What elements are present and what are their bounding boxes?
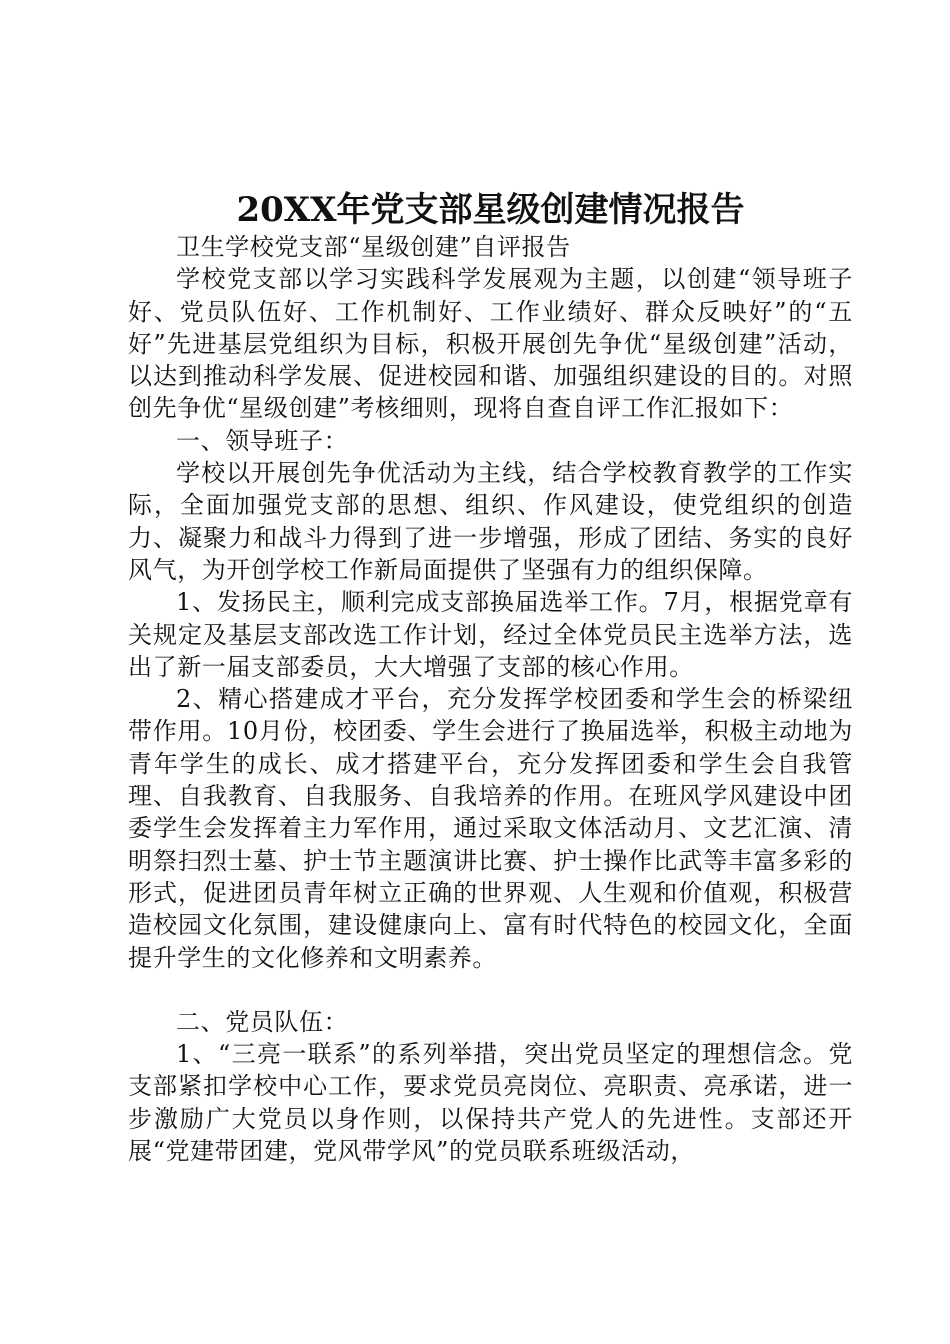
leadership-item-2: 2、精心搭建成才平台，充分发挥学校团委和学生会的桥梁纽带作用。10月份，校团委、学生会进行了换届选举，积极主动地为青年学生的成长、成才搭建平台，充分发挥团委和学生会自我管理、自我教育、自我服务、自我培养的作用。在班风学风建设中团委学生会发挥着主力军作用，通过采取文体活动月、文艺汇演、清明祭扫烈士墓、护士节主题演讲比赛、护士操作比武等丰富多彩的形式，促进团员青年树立正确的世界观、人生观和价值观，积极营造校园文化氛围，建设健康向上、富有时代特色的校园文化，全面提升学生的文化修养和文明素养。 <box>128 685 853 972</box>
section-heading-leadership: 一、领导班子： <box>176 426 349 455</box>
document-title: 20XX年党支部星级创建情况报告 <box>236 190 745 230</box>
leadership-paragraph: 学校以开展创先争优活动为主线，结合学校教育教学的工作实际，全面加强党支部的思想、组织、作风建设，使党组织的创造力、凝聚力和战斗力得到了进一步增强，形成了团结、务实的良好风气，为开创学校工作新局面提供了坚强有力的组织保障。 <box>128 459 853 584</box>
document-body <box>128 231 853 1167</box>
document-page <box>128 0 853 1344</box>
members-item-1: 1、“三亮一联系”的系列举措，突出党员坚定的理想信念。党支部紧扣学校中心工作，要求党员亮岗位、亮职责、亮承诺，进一步激励广大党员以身作则，以保持共产党人的先进性。支部还开展“党建带团建，党风带学风”的党员联系班级活动， <box>128 1040 853 1166</box>
report-subtitle: 卫生学校党支部“星级创建”自评报告 <box>176 233 571 261</box>
intro-paragraph: 学校党支部以学习实践科学发展观为主题，以创建“领导班子好、党员队伍好、工作机制好、工作业绩好、群众反映好”的“五好”先进基层党组织为目标，积极开展创先争优“星级创建”活动，以达到推动科学发展、促进校园和谐、加强组织建设的目的。对照创先争优“星级创建”考核细则，现将自查自评工作汇报如下： <box>128 265 853 423</box>
section-heading-members: 二、党员队伍： <box>176 1007 349 1036</box>
leadership-item-1: 1、发扬民主，顺利完成支部换届选举工作。7月，根据党章有关规定及基层支部改选工作计划，经过全体党员民主选举方法，选出了新一届支部委员，大大增强了支部的核心作用。 <box>128 588 853 681</box>
paragraph-spacer <box>128 974 853 1006</box>
